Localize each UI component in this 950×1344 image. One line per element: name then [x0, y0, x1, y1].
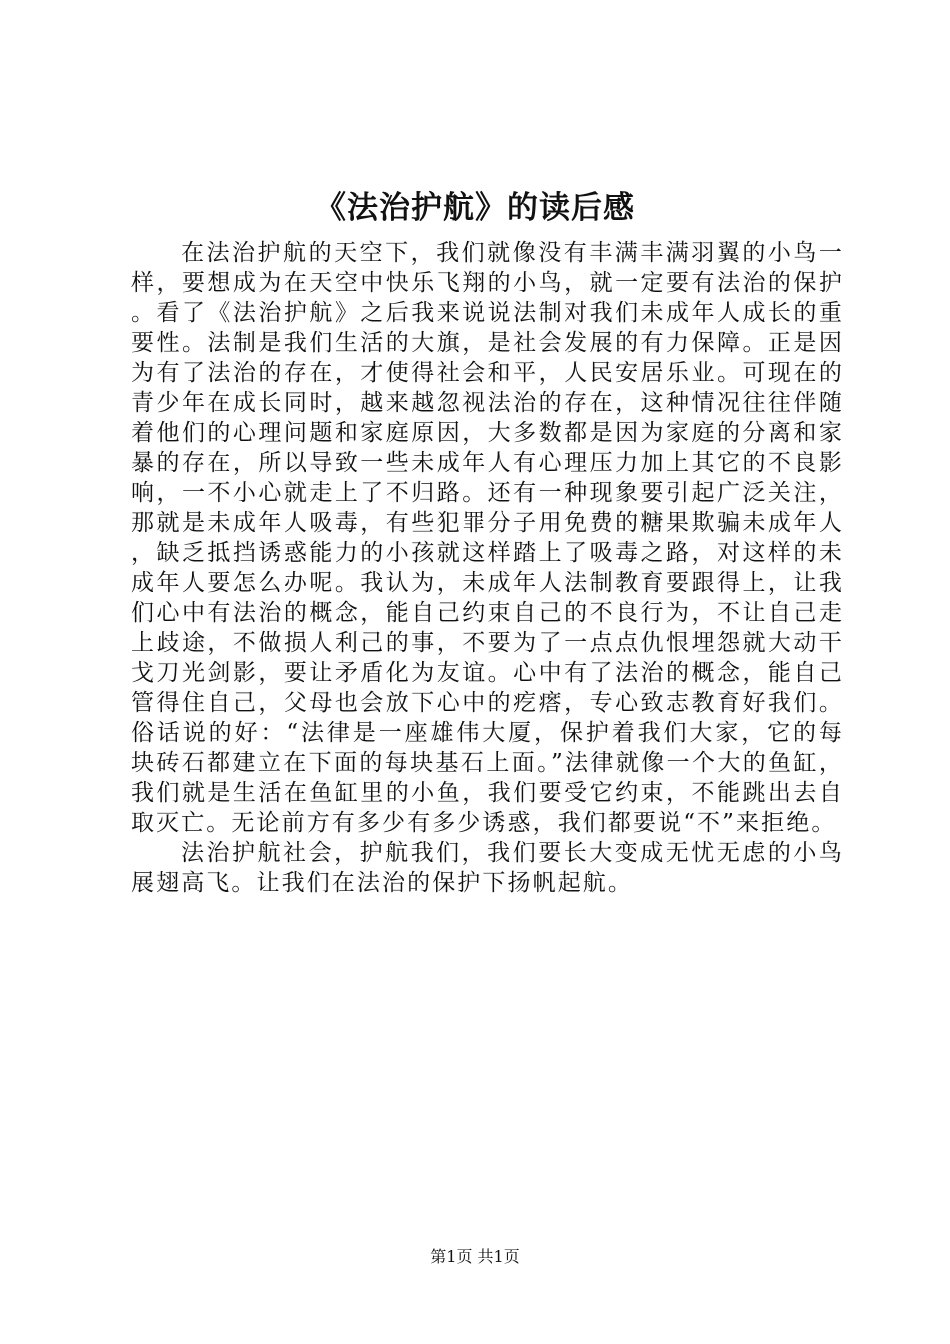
paragraph-1: 在法治护航的天空下，我们就像没有丰满丰满羽翼的小鸟一样，要想成为在天空中快乐飞翔的小鸟，就一定要有法治的保护。看了《法治护航》之后我来说说法制对我们未成年人成长的重要性。法制是我们生活的大旗，是社会发展的有力保障。正是因为有了法治的存在，才使得社会和平，人民安居乐业。可现在的青少年在成长同时，越来越忽视法治的存在，这种情况往往伴随着他们的心理问题和家庭原因，大多数都是因为家庭的分离和家暴的存在，所以导致一些未成年人有心理压力加上其它的不良影响，一不小心就走上了不归路。还有一种现象要引起广泛关注，那就是未成年人吸毒，有些犯罪分子用免费的糖果欺骗未成年人，缺乏抵挡诱惑能力的小孩就这样踏上了吸毒之路，对这样的未成年人要怎么办呢。我认为，未成年人法制教育要跟得上，让我们心中有法治的概念，能自己约束自己的不良行为，不让自己走上歧途，不做损人利己的事，不要为了一点点仇恨埋怨就大动干戈刀光剑影，要让矛盾化为友谊。心中有了法治的概念，能自己管得住自己，父母也会放下心中的疙瘩，专心致志教育好我们。俗话说的好：“法律是一座雄伟大厦，保护着我们大家，它的每块砖石都建立在下面的每块基石上面。”法律就像一个大的鱼缸，我们就是生活在鱼缸里的小鱼，我们要受它约束，不能跳出去自取灭亡。无论前方有多少有多少诱惑，我们都要说“不”来拒绝。	[131, 240, 844, 836]
document-body	[131, 238, 844, 898]
document-title: 《法治护航》的读后感	[315, 190, 635, 226]
page-footer: 第1页 共1页	[430, 1247, 520, 1266]
paragraph-2: 法治护航社会，护航我们，我们要长大变成无忧无虑的小鸟展翅高飞。让我们在法治的保护下扬帆起航。	[131, 840, 844, 896]
